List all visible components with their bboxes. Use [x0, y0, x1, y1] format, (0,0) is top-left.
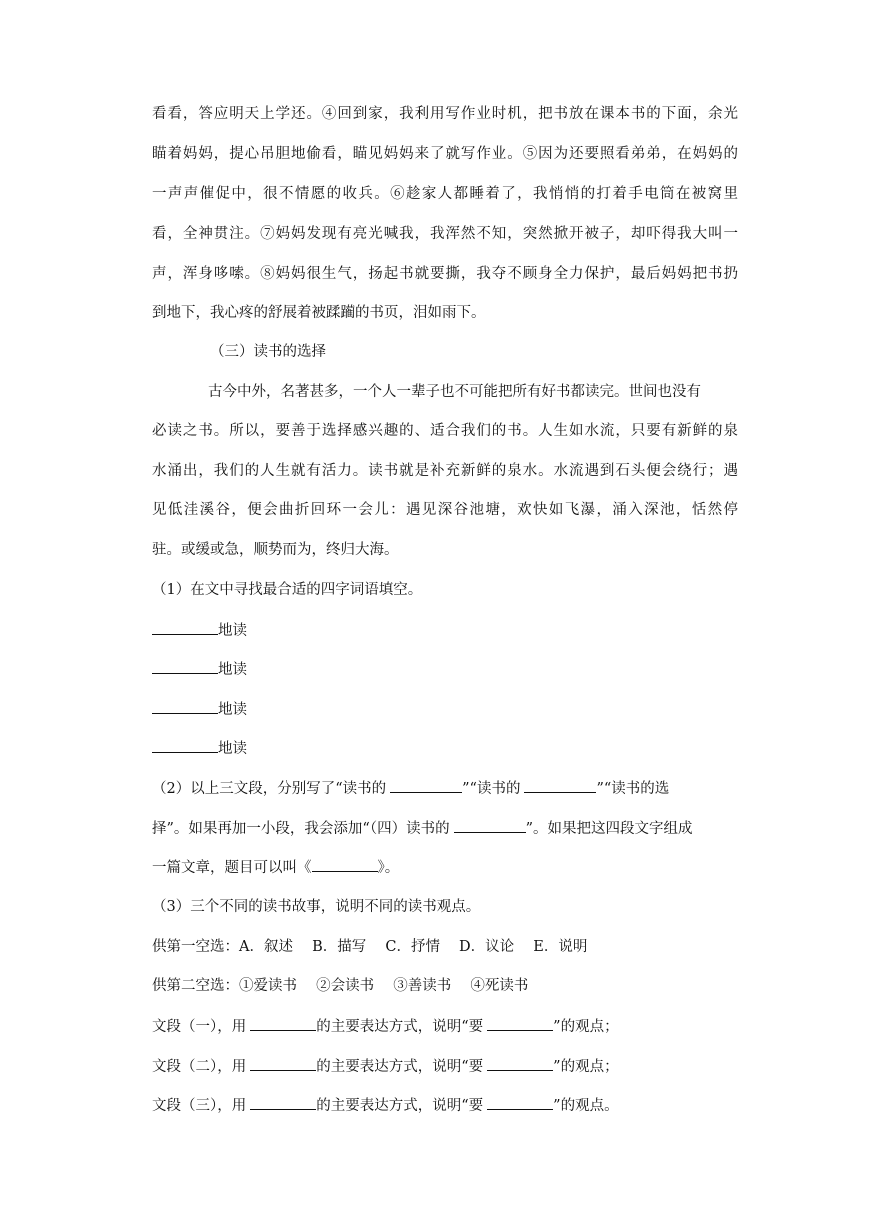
answer-blank[interactable] — [487, 1016, 553, 1031]
section-heading: （三）读书的选择 — [210, 344, 326, 360]
text-line: 见低洼溪谷，便会曲折回环一会儿：遇见深谷池塘，欢快如飞瀑，涌入深池，恬然停 — [152, 502, 738, 518]
answer-blank[interactable] — [152, 620, 218, 635]
text-line: （2）以上三文段，分别写了“读书的 ”“读书的 ”“读书的选 — [152, 778, 752, 799]
answer-blank[interactable] — [487, 1056, 553, 1071]
answer-blank[interactable] — [152, 738, 218, 753]
text-line: 必读之书。所以，要善于选择感兴趣的、适合我们的书。人生如水流，只要有新鲜的泉 — [152, 423, 738, 439]
fill-line: 地读 — [152, 620, 752, 641]
options-first-blank: 供第一空选：A．叙述 B．描写 C．抒情 D．议论 E．说明 — [152, 939, 588, 955]
answer-blank[interactable] — [250, 1095, 316, 1110]
text-line: 择”。如果再加一小段，我会添加“（四）读书的 ”。如果把这四段文字组成 — [152, 818, 752, 839]
fill-line: 地读 — [152, 699, 752, 720]
text-line: 水涌出，我们的人生就有活力。读书就是补充新鲜的泉水。水流遇到石头便会绕行；遇 — [152, 463, 738, 479]
answer-row: 文段（二），用 的主要表达方式，说明“要 ”的观点； — [152, 1056, 752, 1077]
answer-blank[interactable] — [152, 659, 218, 674]
text-line: 到地下，我心疼的舒展着被蹂躏的书页，泪如雨下。 — [152, 305, 486, 321]
fill-line: 地读 — [152, 659, 752, 680]
answer-blank[interactable] — [487, 1095, 553, 1110]
answer-row: 文段（三），用 的主要表达方式，说明“要 ”的观点。 — [152, 1095, 752, 1116]
text-line: 瞄着妈妈，提心吊胆地偷看，瞄见妈妈来了就写作业。⑤因为还要照看弟弟，在妈妈的 — [152, 146, 738, 162]
answer-blank[interactable] — [250, 1056, 316, 1071]
options-second-blank: 供第二空选：①爱读书 ②会读书 ③善读书 ④死读书 — [152, 978, 529, 994]
question-1-prompt: （1）在文中寻找最合适的四字词语填空。 — [152, 582, 423, 598]
answer-row: 文段（一），用 的主要表达方式，说明“要 ”的观点； — [152, 1016, 752, 1037]
answer-blank[interactable] — [390, 778, 462, 793]
question-3-prompt: （3）三个不同的读书故事，说明不同的读书观点。 — [152, 899, 481, 915]
fill-line: 地读 — [152, 738, 752, 759]
answer-blank[interactable] — [524, 778, 596, 793]
text-line: 看，全神贯注。⑦妈妈发现有亮光喊我，我浑然不知，突然掀开被子，却吓得我大叫一 — [152, 226, 738, 242]
answer-blank[interactable] — [250, 1016, 316, 1031]
text-line: 驻。或缓或急，顺势而为，终归大海。 — [152, 542, 399, 558]
text-line: 看看，答应明天上学还。④回到家，我利用写作业时机，把书放在课本书的下面，余光 — [152, 106, 738, 122]
text-line: 一篇文章，题目可以叫《 》。 — [152, 857, 752, 878]
text-line: 声，浑身哆嗦。⑧妈妈很生气，扬起书就要撕，我夺不顾身全力保护，最后妈妈把书扔 — [152, 266, 738, 282]
answer-blank[interactable] — [454, 818, 526, 833]
text-line: 一声声催促中，很不情愿的收兵。⑥趁家人都睡着了，我悄悄的打着手电筒在被窝里 — [152, 186, 738, 202]
answer-blank[interactable] — [312, 857, 378, 872]
text-line: 古今中外，名著甚多，一个人一辈子也不可能把所有好书都读完。世间也没有 — [208, 384, 701, 400]
answer-blank[interactable] — [152, 699, 218, 714]
